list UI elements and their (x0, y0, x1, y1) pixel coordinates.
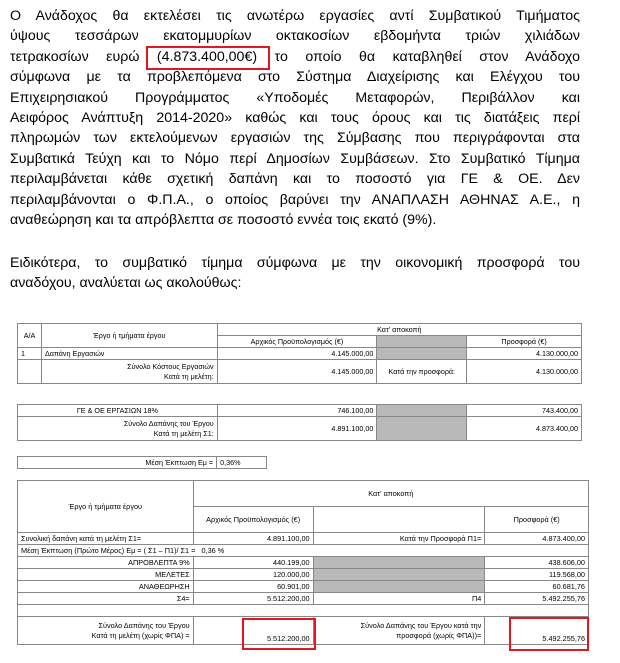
col-initial-header: Αρχικός Προϋπολογισμός (€) (193, 507, 313, 533)
row-initial-value: 4.145.000,00 (217, 348, 377, 360)
text-line: πληρωμών των εκτελούμενων εργασιών της Σύμβασης που περιγράφονται στα (10, 130, 580, 147)
final-study-value: 5.512.200,00 (193, 617, 313, 645)
discount-value: 0,36 % (201, 545, 225, 555)
text-line: περιλαμβάνονται ο Φ.Π.Α., ο οποίος βαρύνει την ΑΝΑΠΛΑΣΗ ΑΘΗΝΑΣ Α.Ε., η (10, 191, 580, 208)
total-initial-value: 4.891.100,00 (217, 417, 377, 441)
sum-label (41, 360, 217, 384)
contract-price-paragraph (10, 6, 580, 230)
ge-label: ΓΕ & ΟΕ ΕΡΓΑΣΙΩΝ 18% (18, 405, 218, 417)
contingency-initial: 440.199,00 (193, 557, 313, 569)
pi4-value: 5.492.255,76 (485, 593, 589, 605)
sigma4-label: Σ4= (18, 593, 194, 605)
gray-cell (313, 557, 485, 569)
ge-offer-value: 743.400,00 (467, 405, 582, 417)
studies-label: ΜΕΛΕΤΕΣ (18, 569, 194, 581)
total-study-label: Συνολική δαπάνη κατά τη μελέτη Σ1= (18, 533, 194, 545)
gray-cell (313, 569, 485, 581)
studies-initial: 120.000,00 (193, 569, 313, 581)
revision-initial: 60.901,00 (193, 581, 313, 593)
gray-cell (377, 348, 467, 360)
text-line: Ο Ανάδοχος θα εκτελέσει τις ανωτέρω εργασίες αντί Συμβατικού Τιμήματος (10, 8, 580, 24)
col-katapokopi-header: Κατ' αποκοπή (193, 481, 588, 507)
pi4-label: Π4 (313, 593, 485, 605)
gray-cell (377, 405, 467, 417)
gray-cell (377, 417, 467, 441)
text-line: αναδόχου, αναλύεται ως ακολούθως: (10, 275, 242, 292)
col-work-header: Έργο ή τμήματα έργου (18, 481, 194, 533)
final-label-line: Κατά τη μελέτη (χωρίς ΦΠΑ) = (91, 630, 190, 640)
discount-value: 0,36% (217, 457, 267, 469)
studies-offer: 119.568,00 (485, 569, 589, 581)
col-initial-header: Αρχικός Προϋπολογισμός (€) (217, 336, 377, 348)
discount-label: Μέση Έκπτωση (Πρώτο Μέρος) Εμ = ( Σ1 – Π1)/ Σ1 = (21, 545, 196, 555)
final-label-line: Σύνολο Δαπάνης του Έργου (98, 620, 190, 630)
text-line: Αειφόρος Ανάπτυξη 2014-2020» καθώς και τους όρους και τις διατάξεις περί (10, 110, 580, 127)
empty-cell (18, 360, 42, 384)
sum-offer-label: Κατά την προσφορά: (377, 360, 467, 384)
total-study-value: 4.891.100,00 (193, 533, 313, 545)
total-label-line: Σύνολο Δαπάνης του Έργου (123, 418, 214, 428)
text-line: Συμβατικά Τεύχη και το Νόμο περί Δημοσίων Συμβάσεων. Στο Συμβατικό Τίμημα (10, 150, 580, 167)
sum-label-line: Κατά τη μελέτη: (164, 371, 214, 381)
col-katapokopi-header: Κατ' αποκοπή (217, 324, 581, 336)
text-line: Επιχειρησιακού Προγράμματος «Υποδομές Μεταφορών, Περιβάλλον και (10, 89, 580, 106)
average-discount-table (17, 456, 267, 469)
breakdown-intro-paragraph (10, 253, 580, 294)
contingency-offer: 438.606,00 (485, 557, 589, 569)
gray-cell (313, 581, 485, 593)
empty-cell (313, 507, 485, 533)
final-label-line: Σύνολο Δαπάνης του Έργου κατά την (360, 620, 482, 630)
revision-offer: 60.681,76 (485, 581, 589, 593)
works-cost-table (17, 323, 582, 384)
overhead-table (17, 404, 582, 441)
text-line: αναθεώρηση και τα απρόβλεπτα σε ποσοστό εννέα τοις εκατό (9%). (10, 212, 437, 229)
text-line: περιλαμβάνεται κάθε σχετική δαπάνη και το ποσοστό για ΓΕ & ΟΕ. Δεν (10, 171, 580, 188)
col-offer-header: Προσφορά (€) (485, 507, 589, 533)
col-aa-header: Α/Α (18, 324, 42, 348)
contingency-label: ΑΠΡΟΒΛΕΠΤΑ 9% (18, 557, 194, 569)
final-study-label (18, 617, 194, 645)
sum-offer-value: 4.130.000,00 (467, 360, 582, 384)
sum-label-line: Σύνολο Κόστους Εργασιών (127, 361, 214, 371)
total-label-line: Κατά τη μελέτη Σ1: (153, 428, 214, 438)
text-line: τετρακοσίων ευρώ (4.873.400,00€) το οποίο θα καταβληθεί στον Ανάδοχο (10, 48, 580, 65)
text-line: Ειδικότερα, το συμβατικό τίμημα σύμφωνα με την οικονομική προσφορά του (10, 255, 580, 271)
row-number: 1 (18, 348, 42, 360)
gray-cell (377, 336, 467, 348)
discount-row (18, 545, 589, 557)
sum-initial-value: 4.145.000,00 (217, 360, 377, 384)
ge-initial-value: 746.100,00 (217, 405, 377, 417)
discount-label: Μέση Έκπτωση Εμ = (18, 457, 217, 469)
total-offer-value: 4.873.400,00 (485, 533, 589, 545)
col-offer-header: Προσφορά (€) (467, 336, 582, 348)
spacer-row (18, 605, 589, 617)
final-study-highlight (242, 618, 316, 650)
final-label-line: προσφορά (χωρίς ΦΠΑ))= (396, 630, 482, 640)
revision-label: ΑΝΑΘΕΩΡΗΣΗ (18, 581, 194, 593)
final-offer-value: 5.492.255,76 (485, 617, 589, 645)
sigma4-value: 5.512.200,00 (193, 593, 313, 605)
final-offer-label (313, 617, 485, 645)
total-offer-value: 4.873.400,00 (467, 417, 582, 441)
row-label: Δαπάνη Εργασιών (41, 348, 217, 360)
text-line: σύμφωνα με τα προβλεπόμενα στο Σύστημα Διαχείρισης και Ελέγχου του (10, 69, 580, 86)
text-line: ύψους τεσσάρων εκατομμυρίων οκτακοσίων εβδομήντα τριών χιλιάδων (10, 28, 580, 45)
total-offer-label: Κατά την Προσφορά Π1= (313, 533, 485, 545)
final-offer-highlight (509, 617, 589, 651)
col-work-header: Έργο ή τμήματα έργου (41, 324, 217, 348)
row-offer-value: 4.130.000,00 (467, 348, 582, 360)
amount-highlight (146, 46, 270, 70)
total-label (18, 417, 218, 441)
